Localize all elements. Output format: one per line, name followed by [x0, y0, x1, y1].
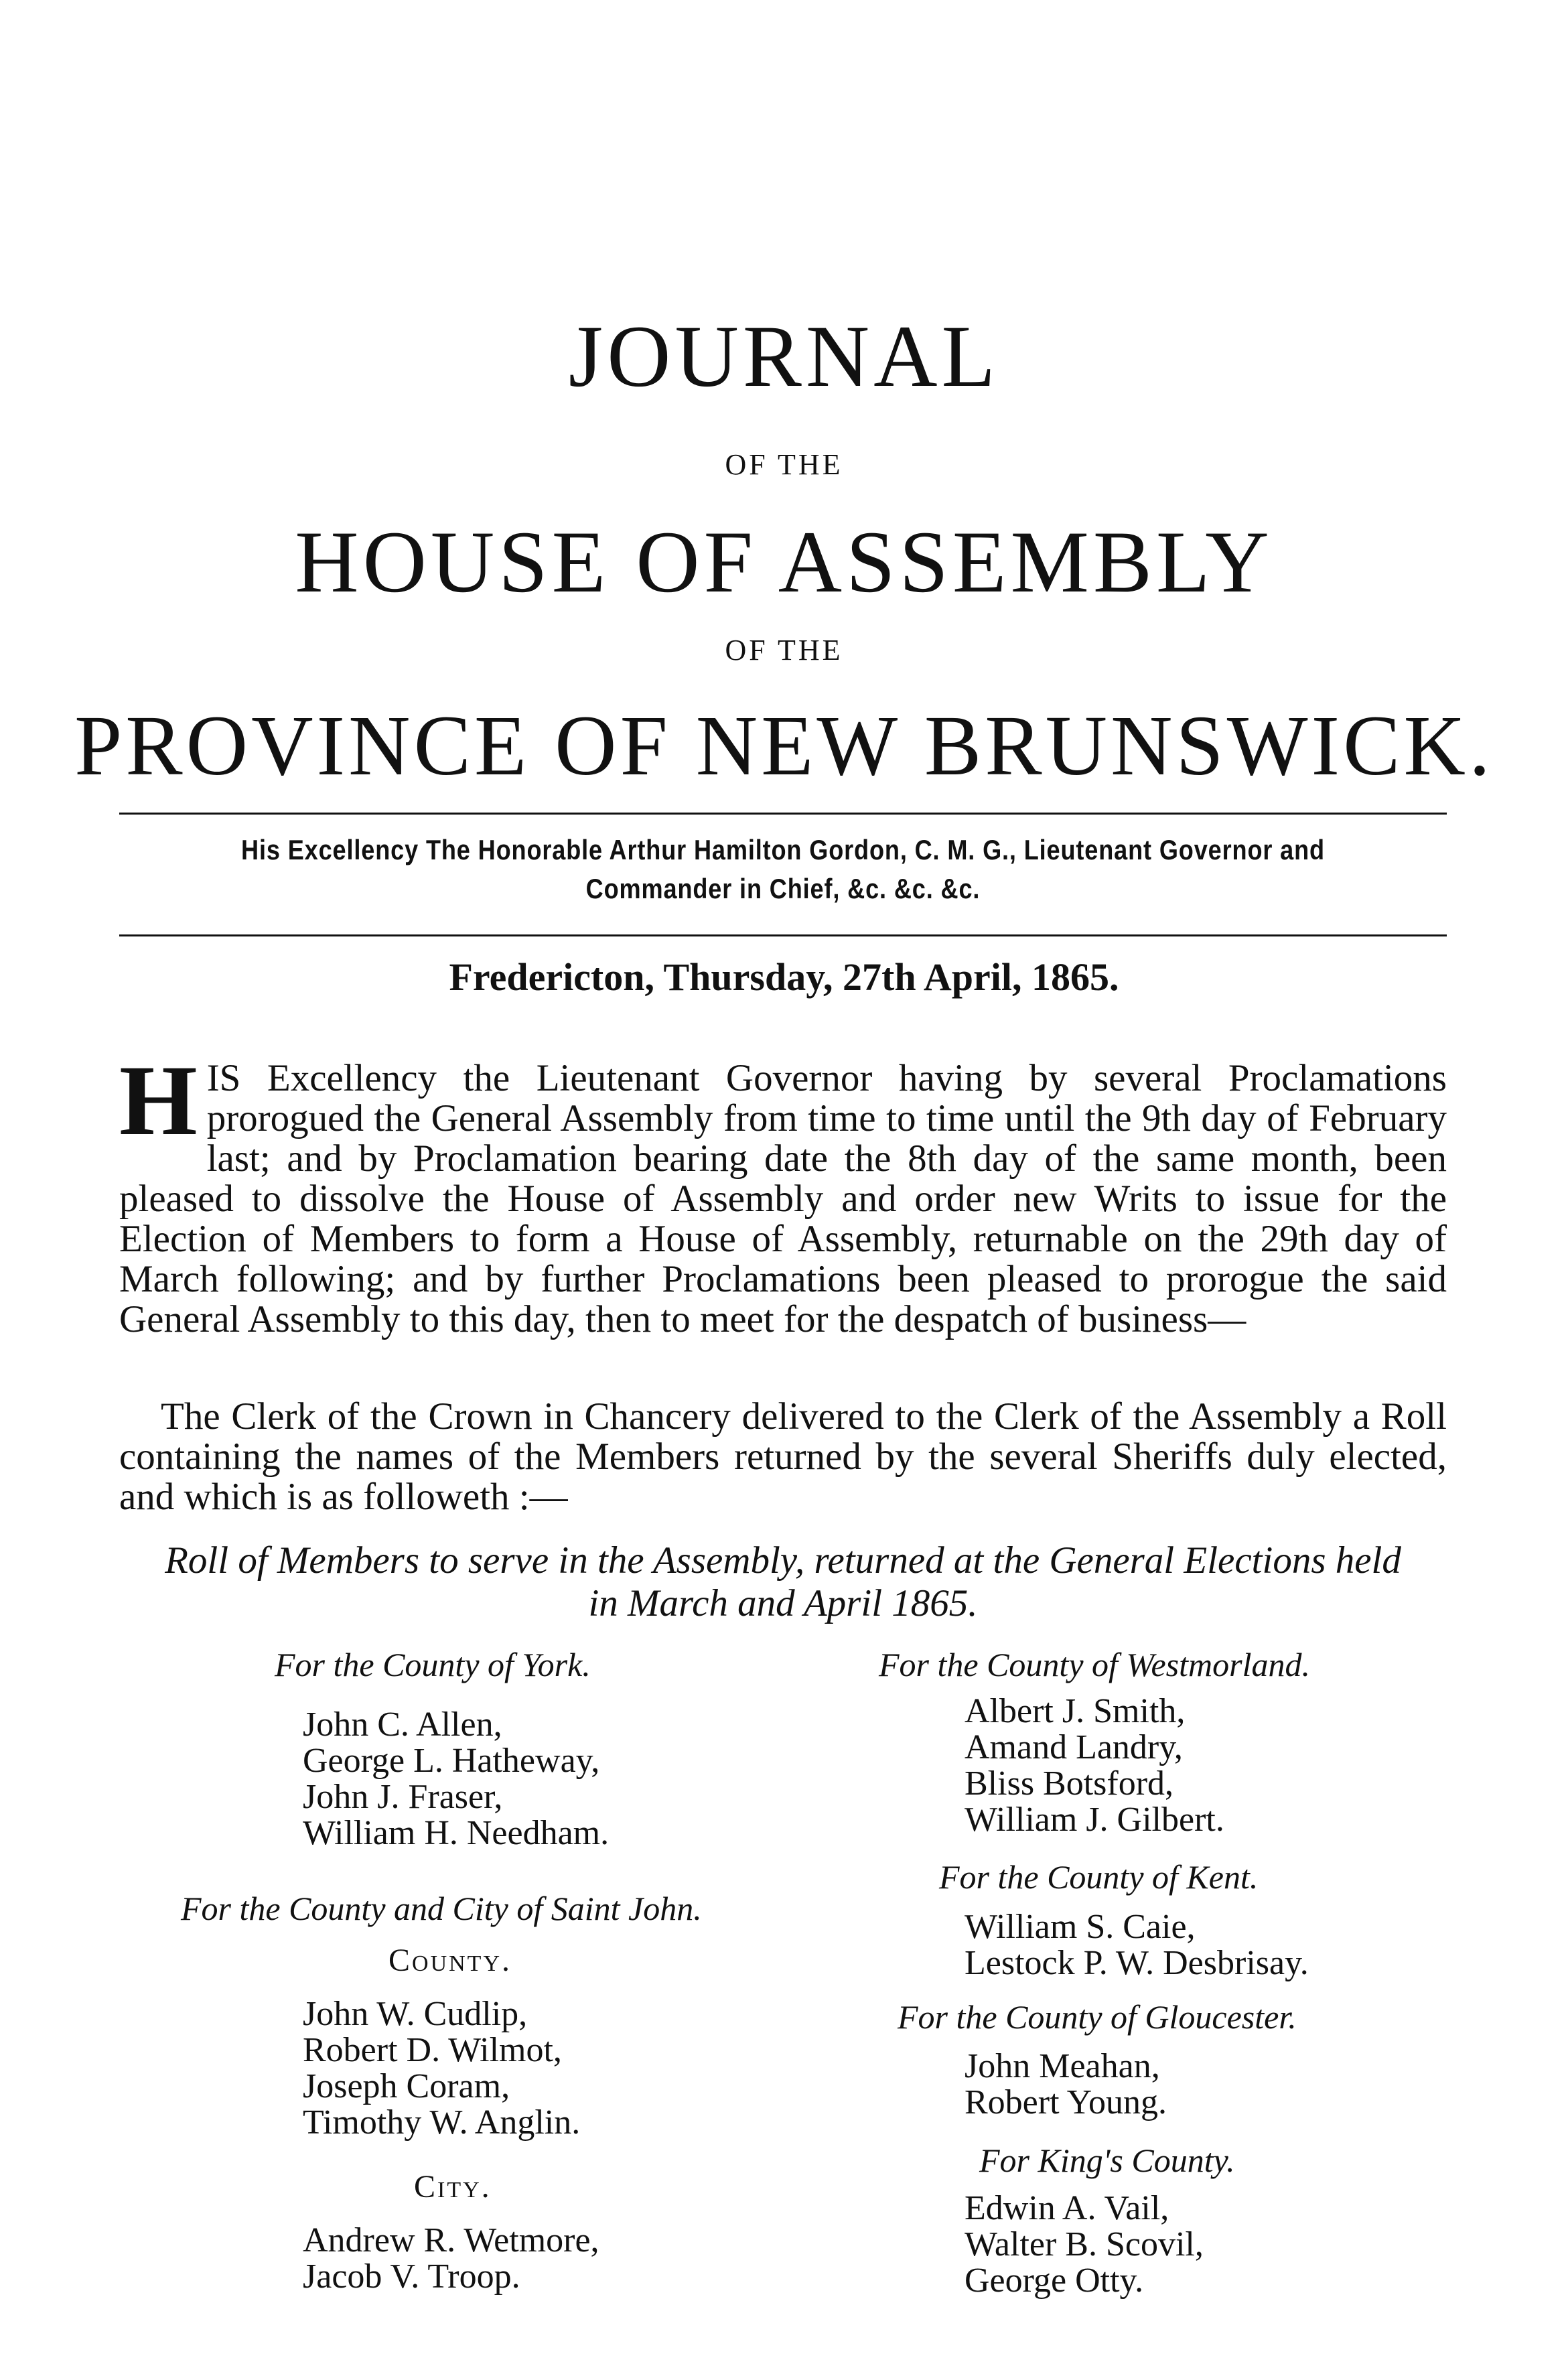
drop-cap: H — [119, 1045, 198, 1156]
member: William H. Needham. — [303, 1814, 610, 1852]
member: Jacob V. Troop. — [303, 2257, 520, 2296]
member: John C. Allen, — [303, 1705, 502, 1744]
member: Albert J. Smith, — [965, 1692, 1186, 1730]
roll-caption-line-1: Roll of Members to serve in the Assembly, returned at the General Elections held — [165, 1539, 1401, 1582]
member: George Otty. — [965, 2261, 1144, 2300]
member: Amand Landry, — [965, 1728, 1183, 1766]
members-york — [303, 1707, 609, 1852]
roll-caption-line-2: in March and April 1865. — [588, 1582, 978, 1624]
roll-caption — [119, 1539, 1447, 1625]
member: John J. Fraser, — [303, 1778, 503, 1816]
county-heading: For the County of Gloucester. — [898, 1998, 1297, 2036]
members-kings — [965, 2190, 1204, 2299]
dateline: Fredericton, Thursday, 27th April, 1865. — [449, 955, 1119, 999]
saint-john-county-label — [388, 1943, 512, 1979]
members-saint-john-county — [303, 1996, 580, 2141]
member: William J. Gilbert. — [965, 1801, 1224, 1839]
member: Timothy W. Anglin. — [303, 2103, 581, 2142]
member: Walter B. Scovil, — [965, 2225, 1204, 2263]
divider-bottom — [119, 934, 1447, 936]
title-house-of-assembly: HOUSE OF ASSEMBLY — [295, 512, 1273, 611]
title-journal: JOURNAL — [568, 307, 1000, 405]
members-saint-john-city — [303, 2223, 599, 2295]
county-heading: For the County of Westmorland. — [879, 1646, 1310, 1683]
county-heading: For the County of Kent. — [939, 1858, 1259, 1896]
county-heading: For the County and City of Saint John. — [181, 1890, 702, 1927]
member: Joseph Coram, — [303, 2067, 510, 2105]
subheading-city: City. — [414, 2169, 492, 2205]
governor-line-1: His Excellency The Honorable Arthur Hamilton Gordon, C. M. G., Lieutenant Governor and — [241, 834, 1325, 865]
divider-top — [119, 813, 1447, 815]
of-the-2: OF THE — [725, 634, 843, 667]
members-westmorland — [965, 1693, 1224, 1838]
member: George L. Hatheway, — [303, 1742, 600, 1780]
member: William S. Caie, — [965, 1908, 1196, 1946]
county-kings — [979, 2142, 1235, 2178]
member: Robert D. Wilmot, — [303, 2031, 562, 2069]
member: Andrew R. Wetmore, — [303, 2221, 599, 2259]
county-westmorland — [879, 1647, 1310, 1683]
paragraph-proclamation-text: IS Excellency the Lieutenant Governor having by several Proclamations prorogued the General Assembly from time to time until the 9th day of February last; and by Proclamation bearing date the 8th day of the same month, been pleased to dissolve the House of Assembly and order new Writs to issue for the Election of Members to form a House of Assembly, returnable on the 29th day of March following; and by further Proclamations been pleased to prorogue the said General Assembly to this day, then to meet for the despatch of business— — [119, 1057, 1447, 1340]
member: Edwin A. Vail, — [965, 2189, 1169, 2227]
county-gloucester — [898, 1999, 1297, 2035]
members-gloucester — [965, 2048, 1167, 2121]
county-saint-john — [181, 1890, 702, 1927]
members-kent — [965, 1909, 1309, 1981]
member: Robert Young. — [965, 2083, 1167, 2121]
subheading-county: County. — [388, 1943, 512, 1978]
paragraph-proclamation — [119, 1045, 1447, 1340]
member: John Meahan, — [965, 2047, 1160, 2085]
member: John W. Cudlip, — [303, 1995, 528, 2033]
saint-john-city-label — [414, 2169, 492, 2205]
county-heading: For the County of York. — [275, 1646, 591, 1683]
member: Bliss Botsford, — [965, 1764, 1174, 1803]
paragraph-roll-delivery: The Clerk of the Crown in Chancery delivered to the Clerk of the Assembly a Roll containing the names of the Members returned by the several Sheriffs duly elected, and which is as followeth :— — [119, 1395, 1447, 1518]
title-province: PROVINCE OF NEW BRUNSWICK. — [74, 698, 1494, 793]
of-the-1: OF THE — [725, 448, 843, 481]
member: Lestock P. W. Desbrisay. — [965, 1944, 1309, 1982]
governor-line-2: Commander in Chief, &c. &c. &c. — [585, 873, 981, 904]
county-heading: For King's County. — [979, 2142, 1235, 2179]
county-kent — [939, 1859, 1258, 1895]
governor-line — [212, 831, 1354, 908]
county-york — [275, 1647, 591, 1683]
